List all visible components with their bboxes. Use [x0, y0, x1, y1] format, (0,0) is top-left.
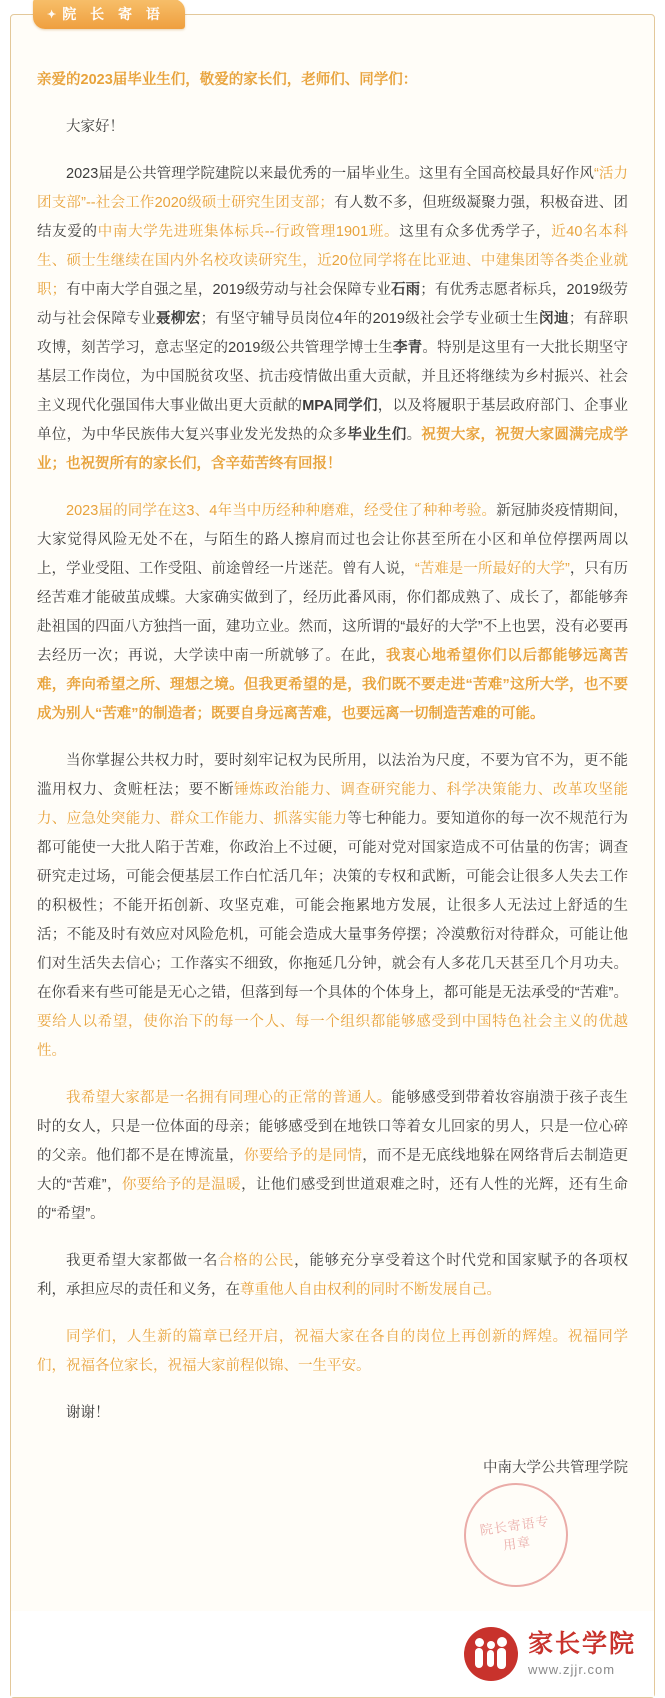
- p1-bold-graduates: 毕业生们: [347, 426, 407, 443]
- paragraph-4: [37, 1084, 628, 1229]
- paragraph-3: [37, 747, 628, 1066]
- sparkle-icon: ✦: [47, 8, 57, 21]
- p5-text-2: ，能够充分享受着这个时代党和国家赋予的各项权利，承担应尽的责任和义务，在: [37, 1252, 629, 1298]
- p1-highlight-1: “活力团支部”--社会工作2020级硕士研究生团支部；: [37, 165, 628, 211]
- paragraph-2: [37, 497, 628, 729]
- brand: [464, 1627, 636, 1681]
- brand-name: 家长学院: [527, 1630, 636, 1659]
- p1-text-5: ；有优秀志愿者标兵，2019级劳动与社会保障专业: [37, 281, 629, 327]
- paragraph-6: [37, 1323, 628, 1381]
- p1-highlight-4: 祝贺大家，祝贺大家圆满完成学业；也祝贺所有的家长们，含辛茹苦终有回报！: [37, 426, 629, 472]
- p1-bold-mpa: MPA同学们: [302, 397, 378, 414]
- signature: 中南大学公共管理学院: [483, 1459, 628, 1476]
- paragraph-1: [37, 160, 628, 479]
- p1-text-2: 有人数不多，但班级凝聚力强，积极奋进、团结友爱的: [37, 194, 628, 240]
- brand-url[interactable]: www.zjjr.com: [527, 1661, 616, 1677]
- p2-text-2: ，只有历经苦难才能破茧成蝶。大家确实做到了，经历此番风雨，你们都成熟了、成长了，都能够奔赴祖国的四面八方独挡一面，建功立业。然而，这所谓的“最好的大学”不上也罢，没有必要再去经历一次；再说，大学读中南一所就够了。在此，: [37, 560, 628, 664]
- p3-highlight-2: 要给人以希望，使你治下的每一个人、每一个组织都能够感受到中国特色社会主义的优越性。: [37, 1013, 628, 1059]
- family-logo-icon: [464, 1627, 518, 1681]
- p4-text-3: ，让他们感受到世道艰难之时，还有人性的光辉，还有生命的“希望”。: [37, 1176, 628, 1222]
- p1-text-6: ；有坚守辅导员岗位4年的2019级社会学专业硕士生: [200, 310, 540, 327]
- p2-text-1: 新冠肺炎疫情期间，大家觉得风险无处不在，与陌生的路人擦肩而过也会让你甚至所在小区和单位停摆两周以上，学业受阻、工作受阻、前途曾经一片迷茫。曾有人说，: [37, 502, 628, 577]
- p4-text-1: 能够感受到带着妆容崩溃于孩子丧生时的女人，只是一位体面的母亲；能够感受到在地铁口等着女儿回家的男人，只是一位心碎的父亲。他们都不是在博流量，: [37, 1089, 629, 1164]
- p1-text-3: 这里有众多优秀学子，: [399, 223, 552, 240]
- p4-text-2: ，而不是无底线地躲在网络背后去制造更大的“苦难”，: [37, 1147, 629, 1193]
- seal-area: [37, 1487, 628, 1577]
- p1-name-1: 石雨: [391, 281, 421, 298]
- thanks-paragraph: 谢谢！: [66, 1404, 110, 1421]
- p3-highlight-1: 锤炼政治能力、调查研究能力、科学决策能力、改革攻坚能力、应急处突能力、群众工作能力、抓落实能力: [37, 781, 629, 827]
- p1-text-7: ；有辞职攻博，刻苦学习，意志坚定的2019级公共管理学博士生: [37, 310, 629, 356]
- ribbon-label: 院 长 寄 语: [62, 6, 165, 22]
- p3-text-2: 等七种能力。要知道你的每一次不规范行为都可能使一大批人陷于苦难，你政治上不过硬，可能对党对国家造成不可估量的伤害；调查研究走过场，可能会便基层工作白忙活几年；决策的专权和武断，可能会让很多人失去工作的积极性；不能开拓创新、攻坚克难，可能会拖累地方发展，让很多人无法过上舒适的生活；不能及时有效应对风险危机，可能会造成大量事务停摆；冷漠敷衍对待群众，可能让他们对生活失去信心；工作落实不细致，你拖延几分钟，就会有人多花几天甚至几个月功夫。在你看来有些可能是无心之错，但落到每一个具体的个体身上，都可能是无法承受的“苦难”。: [37, 810, 628, 1001]
- p5-highlight-2: 尊重他人自由权利的同时不断发展自己。: [240, 1281, 501, 1298]
- p5-text-1: 我更希望大家都做一名: [66, 1252, 219, 1269]
- p1-name-2: 聂柳宏: [155, 310, 201, 327]
- p3-text-1: 当你掌握公共权力时，要时刻牢记权为民所用，以法治为尺度，不要为官不为，更不能滥用权力、贪赃枉法；要不断: [37, 752, 628, 798]
- p1-highlight-2: 中南大学先进班集体标兵--行政管理1901班。: [97, 223, 400, 240]
- p4-highlight-2: 你要给予的是同情: [243, 1147, 363, 1164]
- p1-text-8: 。特别是这里有一大批长期坚守基层工作岗位，为中国脱贫攻坚、抗击疫情做出重大贡献，并且还将继续为乡村振兴、社会主义现代化强国伟大事业做出更大贡献的: [37, 339, 629, 414]
- p2-highlight-3: 我衷心地希望你们以后都能够远离苦难，奔向希望之所、理想之境。但我更希望的是，我们既不要走进“苦难”这所大学，也不要成为别人“苦难”的制造者；既要自身远离苦难，也要远离一切制造苦难的可能。: [37, 647, 629, 722]
- p1-text-4: 有中南大学自强之星，2019级劳动与社会保障专业: [66, 281, 392, 298]
- footer-brand-bar: [11, 1611, 654, 1697]
- p6-highlight-1: 同学们，人生新的篇章已经开启，祝福大家在各自的岗位上再创新的辉煌。祝福同学们，祝福各位家长，祝福大家前程似锦、一生平安。: [37, 1328, 628, 1374]
- p1-name-3: 闵迪: [539, 310, 569, 327]
- salutation: 亲爱的2023届毕业生们，敬爱的家长们，老师们、同学们：: [37, 72, 418, 88]
- section-header-ribbon: [33, 0, 185, 29]
- official-seal-stamp: 院长寄语专用章: [457, 1476, 574, 1593]
- p1-text-1: 2023届是公共管理学院建院以来最优秀的一届毕业生。这里有全国高校最具好作风: [66, 165, 594, 182]
- p5-highlight-1: 合格的公民: [218, 1252, 295, 1269]
- p4-highlight-3: 你要给予的是温暖: [121, 1176, 242, 1193]
- letter-card: [10, 6, 655, 1698]
- p1-name-4: 李青: [392, 339, 423, 356]
- p1-text-10: 。: [406, 426, 422, 443]
- p2-highlight-2: “苦难是一所最好的大学”: [414, 560, 570, 577]
- p1-highlight-3: 近40名本科生、硕士生继续在国内外名校攻读研究生，近20位同学将在比亚迪、中建集团等各类企业就职；: [37, 223, 628, 298]
- brand-text: [528, 1630, 636, 1677]
- greeting-paragraph: 大家好！: [66, 118, 124, 135]
- paragraph-5: [37, 1247, 628, 1305]
- p4-highlight-1: 我希望大家都是一名拥有同理心的正常的普通人。: [66, 1089, 392, 1106]
- p1-text-9: ，以及将履职于基层政府部门、企事业单位，为中华民族伟大复兴事业发光发热的众多: [37, 397, 628, 443]
- p2-highlight-1: 2023届的同学在这3、4年当中历经种种磨难，经受住了种种考验。: [66, 502, 497, 519]
